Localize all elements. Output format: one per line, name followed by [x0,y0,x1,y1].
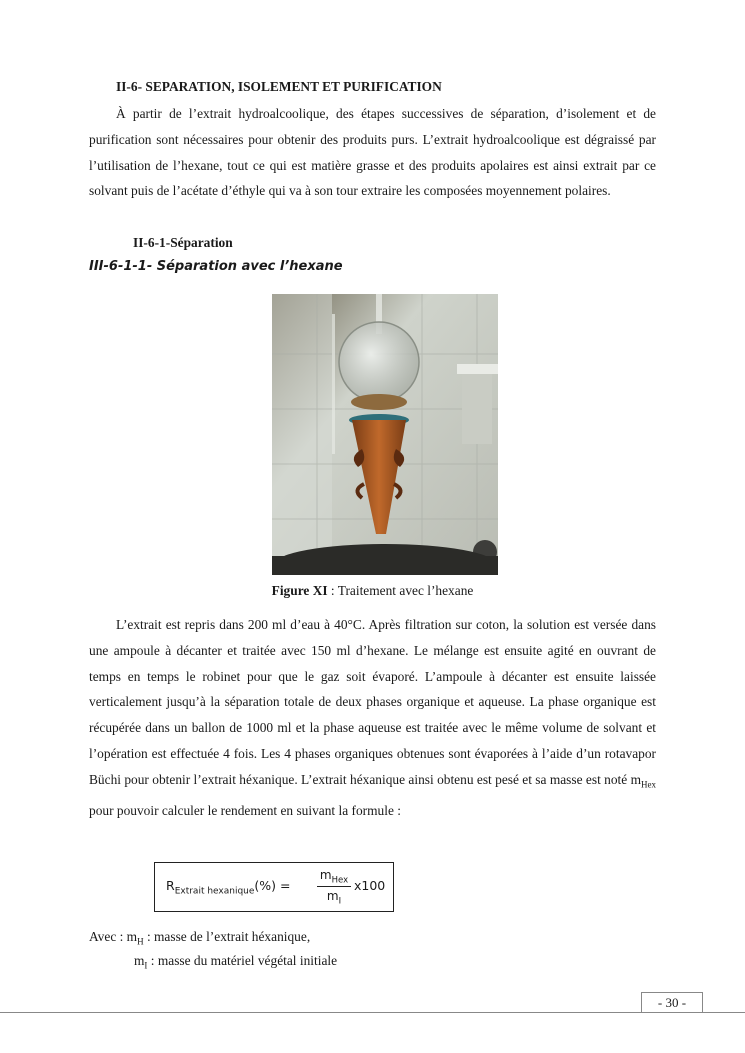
section-heading: II-6- SEPARATION, ISOLEMENT ET PURIFICATION [116,79,442,94]
fraction-bar [317,886,351,887]
procedure-text-a: L’extrait est repris dans 200 ml d’eau à 40°C. Après filtration sur coton, la solution est versée dans une ampoule à décanter et traitée avec 150 ml d’hexane. Le mélange est ensuite agité en ouvrant de temps en temps le robinet pour que le gaz soit évaporé. L’ampoule à décanter est ensuite laissée verticalement jusqu’à la séparation totale de deux phases organique et aqueuse. La phase organique est récupérée dans un ballon de 1000 ml et la phase aqueuse est traitée avec le même volume de solvant et l’opération est effectuée 4 fois. Les 4 phases organiques obtenues sont évaporées à l’aide d’un rotavapor Büchi pour obtenir l’extrait héxanique. L’extrait héxanique ainsi obtenu est pesé et sa masse est noté m [89,617,656,787]
procedure-text-b: pour pouvoir calculer le rendement en suivant la formule : [89,803,401,819]
procedure-mass-subscript: Hex [641,779,656,790]
denominator-m: m [326,889,339,904]
procedure-paragraph [89,612,656,824]
figure-caption-text: : Traitement avec l’hexane [327,583,474,598]
denominator-subscript: I [338,896,342,907]
figure-label: Figure XI [271,583,328,598]
numerator-subscript: Hex [331,875,349,886]
page-number: - 30 - [641,992,703,1012]
intro-paragraph: À partir de l’extrait hydroalcoolique, des étapes successives de séparation, d’isolement et de purification sont nécessaires pour obtenir des produits purs. L’extrait hydroalcoolique est dégraissé par l’utilisation de l’hexane, tout ce qui est matière grasse et des produits apolaires est ainsi extrait par ce solvant puis de l’acétate d’éthyle qui va à son tour extraire les composées moyennement polaires. [89,106,656,199]
legend-1-subscript: H [137,936,144,947]
formula-multiplier: x100 [354,878,386,893]
figure-caption [0,583,745,599]
legend-1-text: : masse de l’extrait héxanique, [143,929,311,944]
numerator-m: m [319,868,332,882]
legend-2-text: : masse du matériel végétal initiale [147,953,338,968]
formula-r-subscript: Extrait hexanique [174,886,255,897]
legend-line-1 [89,929,310,947]
formula-r: R [166,878,175,893]
formula-fraction [317,868,351,907]
legend-2-prefix: m [134,953,145,968]
legend-1-prefix: Avec : m [89,929,138,944]
subsubsection-heading: III-6-1-1- Séparation avec l’hexane [89,259,343,274]
formula-percent: (%) = [254,878,291,893]
legend-2-subscript: I [144,960,148,971]
formula-denominator [317,889,351,906]
subsection-heading: II-6-1-Séparation [133,235,233,250]
footer-divider [0,1012,745,1013]
formula-numerator [317,868,351,885]
legend-line-2 [134,953,337,971]
yield-formula-box [154,862,394,912]
formula-lhs [166,878,291,897]
hexane-separation-photo [272,294,498,575]
